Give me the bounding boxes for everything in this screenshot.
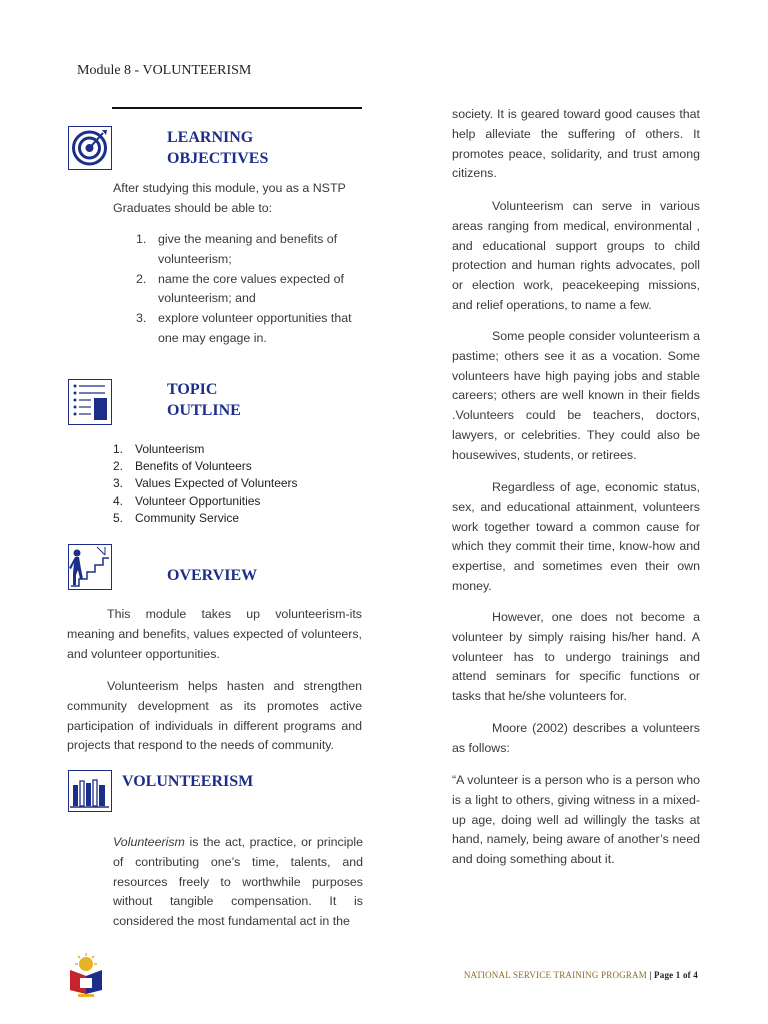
objectives-intro: After studying this module, you as a NSTP Graduates should be able to: [113,181,346,215]
topic-outline-list [113,441,363,527]
right-paragraph-1: society. It is geared toward good causes that help alleviate the suffering of others. It promotes peace, solidarity, and trust among citizens. [452,107,700,181]
list-item: 3. explore volunteer opportunities that one may engage in. [136,311,352,345]
list-item: 2. name the core values expected of volunteerism; and [136,271,344,306]
overview-heading: OVERVIEW [167,567,258,584]
overview-paragraph-1: This module takes up volunteerism-its meaning and benefits, values expected of volunteers, and volunteer opportunities. [67,607,362,661]
list-item: 3. Values Expected of Volunteers [113,476,298,491]
quote-paragraph: “A volunteer is a person who is a person who is a light to others, giving witness in a mixed-up age, doing well ad willingly the tasks at hand, namely, being aware of another’s need and doing something about it. [452,773,700,867]
target-icon [68,126,112,170]
learning-objectives-heading: LEARNING OBJECTIVES [167,129,269,167]
list-item: 1. give the meaning and benefits of volunteerism; [136,232,338,266]
right-paragraph-5: However, one does not become a volunteer by simply raising his/her hand. A volunteer has to undergo trainings and attend seminars for specific functions or tasks that he/she volunteers for. [452,610,700,704]
right-paragraph-6: Moore (2002) describes a volunteers as follows: [452,721,700,755]
overview-paragraph-2: Volunteerism helps hasten and strengthen community development as its promotes active participation of individuals in different programs and projects that respond to the needs of community. [67,679,362,753]
right-paragraph-3: Some people consider volunteerism a pastime; others see it as a vocation. Some volunteers have high paying jobs and stable careers; others are well known in their fields .Volunteers could be teachers, doctors, lawyers, or celebrities. They could also be housewives, students, or retirees. [452,329,700,462]
outline-list-icon [68,379,112,425]
volunteerism-term: Volunteerism [113,835,185,849]
right-paragraph-2: Volunteerism can serve in various areas ranging from medical, environmental , and educational support groups to child protection and human rights advocates, poll or election work, peacekeeping missions, and relief operations, to name a few. [452,199,700,312]
footer [464,970,698,980]
list-item: 4. Volunteer Opportunities [113,493,261,508]
topic-outline-heading: TOPIC OUTLINE [167,381,241,419]
books-icon [68,770,112,812]
right-paragraph-4: Regardless of age, economic status, sex, and educational attainment, volunteers work together toward a common cause for which they commit their time, know-how and expertise, and sometimes even their own money. [452,480,700,593]
institution-logo-icon [66,952,106,998]
page-number: Page 1 of 4 [654,970,698,980]
objectives-list [136,230,366,349]
footer-separator: | [646,970,655,980]
list-item: 1. Volunteerism [113,442,205,456]
list-item: 5. Community Service [113,510,240,525]
module-title: Module 8 - VOLUNTEERISM [77,63,252,78]
volunteerism-heading: VOLUNTEERISM [122,773,254,790]
stairs-climber-icon [68,544,112,590]
list-item: 2. Benefits of Volunteers [113,459,252,474]
volunteerism-definition: Volunteerism is the act, practice, or principle of contributing one’s time, talents, and resources freely to worthwhile purposes without tangible compensation. It is considered the most fundamental act in the [113,835,363,929]
footer-program: NATIONAL SERVICE TRAINING PROGRAM [463,970,647,980]
header-rule [112,107,362,109]
